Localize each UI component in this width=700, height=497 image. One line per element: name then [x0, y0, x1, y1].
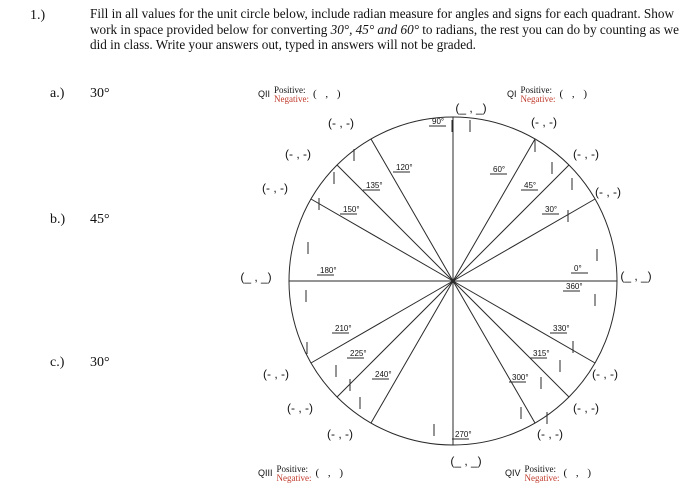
subpart-c-angle: 30° — [90, 355, 110, 370]
quadrant-2-pair: ( , ) — [313, 88, 344, 100]
quadrant-1-positive: Positive: — [520, 85, 553, 95]
angle-label-60: 60° — [493, 165, 506, 174]
angle-label-225: 225° — [350, 349, 367, 358]
quadrant-2-positive: Positive: — [274, 85, 306, 95]
ray-60 — [453, 139, 535, 281]
quadrant-1-label: QI — [507, 89, 517, 99]
question-number: 1.) — [30, 8, 46, 23]
subpart-b-angle: 45° — [90, 212, 110, 227]
ray-135 — [337, 165, 453, 281]
quadrant-4-negative: Negative: — [524, 473, 560, 483]
angle-label-30: 30° — [545, 205, 558, 214]
coordinate-blank: (- , -) — [287, 401, 313, 415]
ray-330 — [453, 281, 595, 363]
coordinate-blank: (- , -) — [327, 427, 353, 441]
coordinate-blank: (_ , _) — [455, 101, 487, 115]
coordinate-blank: (- , -) — [592, 367, 618, 381]
angle-label-135: 135° — [366, 181, 383, 190]
angle-label-0: 0° — [574, 264, 582, 273]
angle-label-90: 90° — [432, 117, 445, 126]
angle-label-270: 270° — [455, 430, 472, 439]
quadrant-4-positive: Positive: — [524, 464, 557, 474]
coordinate-blank: (_ , _) — [620, 269, 652, 283]
ray-120 — [371, 139, 453, 281]
quadrant-1-pair: ( , ) — [559, 88, 591, 100]
coordinate-blank: (- , -) — [262, 181, 288, 195]
coordinate-blank: (- , -) — [328, 116, 354, 130]
coordinate-blank: (- , -) — [537, 427, 563, 441]
coordinate-blank: (- , -) — [573, 147, 599, 161]
ray-315 — [453, 281, 569, 397]
quadrant-3-label: QIII — [258, 468, 273, 478]
angle-label-45: 45° — [524, 181, 537, 190]
coordinate-blank: (- , -) — [573, 401, 599, 415]
quadrant-3-pair: ( , ) — [315, 467, 347, 479]
quadrant-1-negative: Negative: — [520, 94, 556, 104]
angle-label-315: 315° — [533, 349, 550, 358]
angle-label-330: 330° — [553, 324, 570, 333]
angle-label-210: 210° — [335, 324, 352, 333]
coordinate-blank: (- , -) — [595, 185, 621, 199]
coordinate-blank: (- , -) — [285, 147, 311, 161]
ray-240 — [371, 281, 453, 423]
angle-label-240: 240° — [375, 370, 392, 379]
ray-210 — [311, 281, 453, 363]
ray-45 — [453, 165, 569, 281]
coordinate-blank: (_ , _) — [240, 270, 272, 284]
angle-label-360: 360° — [566, 282, 583, 291]
instructions-text-after: to radians, the rest you can do by counting as we did in class. Write your answers out, typed in answers will not be graded. — [90, 21, 679, 53]
coordinate-blank: (_ , _) — [450, 454, 482, 468]
ray-300 — [453, 281, 535, 423]
subpart-c-label: c.) — [50, 355, 65, 370]
quadrant-2-label: QII — [258, 89, 271, 99]
quadrant-4-label: QIV — [505, 468, 521, 478]
subpart-b-label: b.) — [50, 212, 66, 227]
instructions-angles: 30°, 45° and 60° — [330, 21, 419, 37]
subpart-a-label: a.) — [50, 86, 65, 101]
ray-225 — [337, 281, 453, 397]
angle-label-180: 180° — [320, 266, 337, 275]
quadrant-2-negative: Negative: — [274, 94, 310, 104]
quadrant-4-pair: ( , ) — [563, 467, 595, 479]
quadrant-3-positive: Positive: — [276, 464, 309, 474]
instructions-text-before: Fill in all values for the unit circle below, include radian measure for angles and signs for each quadrant. Show work in space provided below for converting — [90, 6, 674, 37]
angle-label-150: 150° — [343, 205, 360, 214]
coordinate-blank: (- , -) — [531, 115, 557, 129]
angle-label-120: 120° — [396, 163, 413, 172]
angle-label-300: 300° — [512, 373, 529, 382]
coordinate-blank: (- , -) — [263, 367, 289, 381]
subpart-a-angle: 30° — [90, 86, 110, 101]
quadrant-3-negative: Negative: — [276, 473, 312, 483]
